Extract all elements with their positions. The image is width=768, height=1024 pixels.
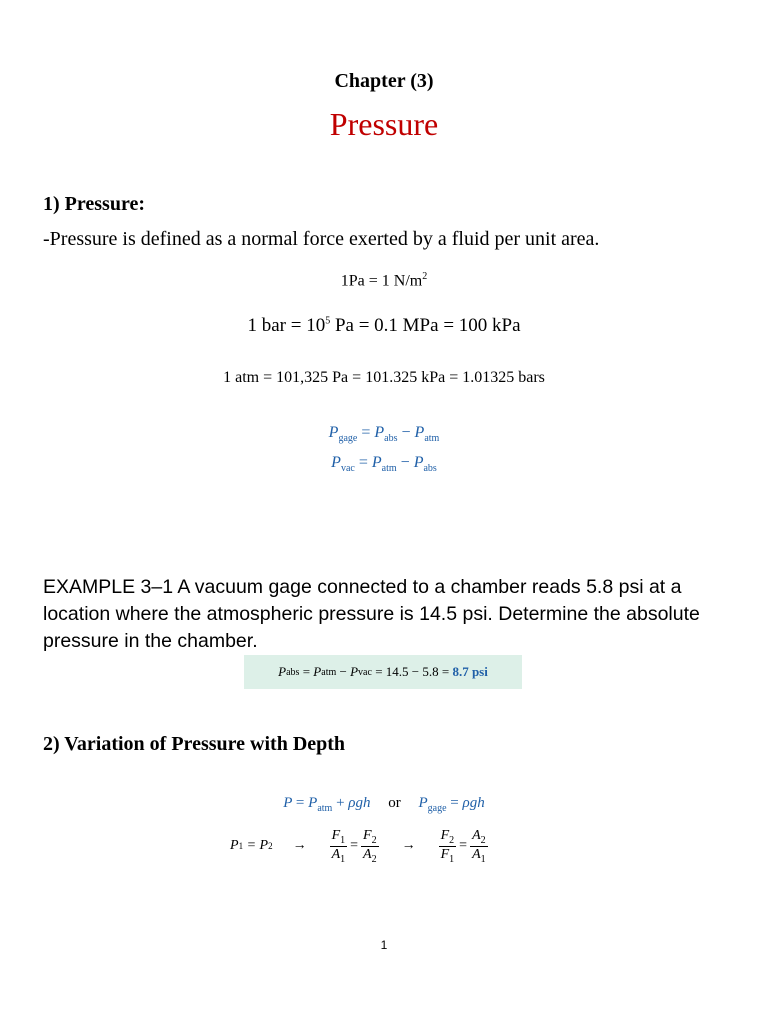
example-3-1-text: EXAMPLE 3–1 A vacuum gage connected to a chamber reads 5.8 psi at a location where the atmospheric pressure is 14.5 psi. Determine the absolute pressure in the chamber. (43, 576, 700, 652)
equation-depth-pressure: $P = P_{atm} + \rho gh$ or $P_{gage} = \rho gh$ (283, 795, 485, 814)
equation-pascal-law: P 1 = P 2 → $\frac{F_1}{A_1}$ = $\frac{F_2}{A_2}$ → $\frac{F_2}{F_1}$ = $\frac{A_2}{A_1}$ (230, 828, 486, 865)
right-arrow-icon: → (401, 838, 416, 854)
example-solution-box: P abs = P atm − P vac = 14.5 − 5.8 = 8.7 psi (244, 655, 522, 689)
solution-result: 8.7 psi (452, 664, 488, 679)
equation-atm: 1 atm = 101,325 Pa = 101.325 kPa = 1.01325 bars (223, 369, 545, 386)
page-title: Pressure (329, 106, 439, 142)
pressure-definition: -Pressure is defined as a normal force exerted by a fluid per unit area. (43, 228, 600, 250)
section-heading-depth: 2) Variation of Pressure with Depth (43, 733, 346, 755)
equation-gage-pressure: $P_{gage} = P_{abs} - P_{atm}$ (328, 424, 440, 445)
right-arrow-icon: → (292, 838, 307, 854)
page-number: 1 (380, 938, 388, 952)
chapter-label: Chapter (3) (334, 70, 434, 92)
equation-bar: 1 bar = $10^5$ Pa = 0.1 MPa = 100 kPa (247, 315, 521, 336)
equation-pascal: 1Pa = 1 $N/m^2$ (340, 271, 428, 290)
equation-vacuum-pressure: $P_{vac} = P_{atm} - P_{abs}$ (331, 454, 437, 475)
section-heading-pressure: 1) Pressure: (43, 193, 146, 215)
